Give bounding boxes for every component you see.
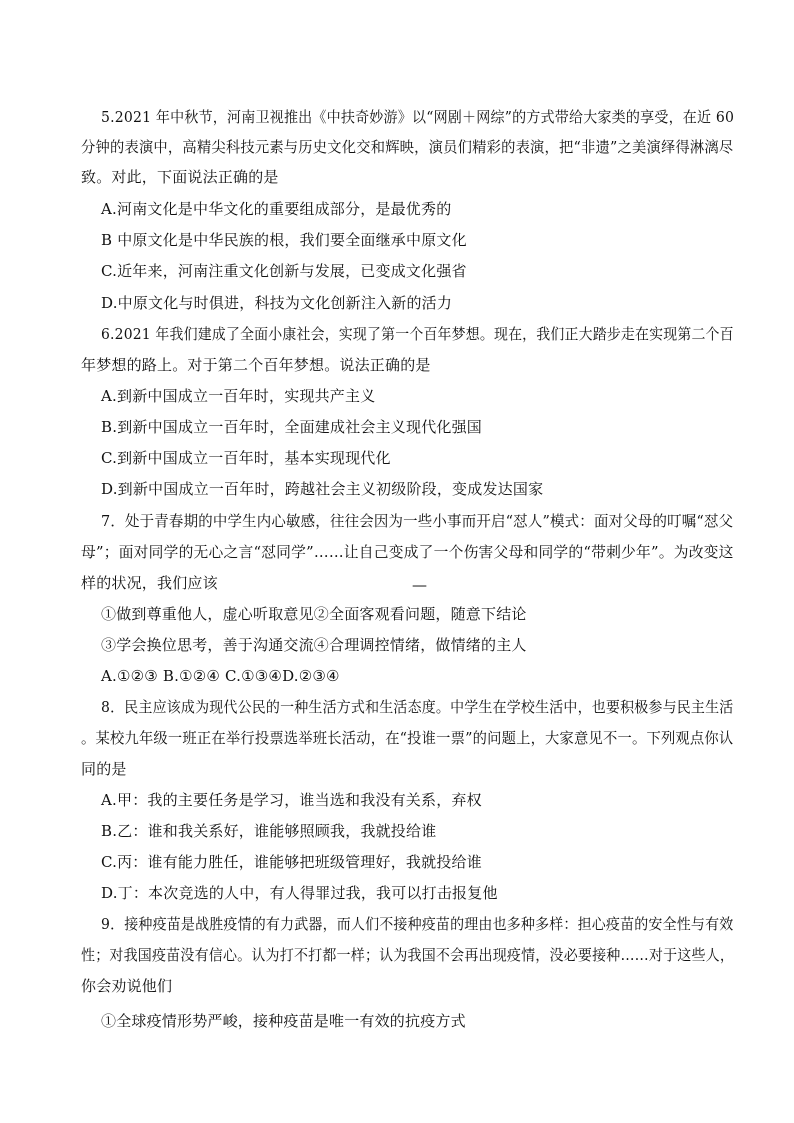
q5-stem-line-2: 分钟的表演中，高精尖科技元素与历史文化交和辉映，演员们精彩的表演，把“非遗”之美演绎得淋漓尽 xyxy=(81,138,734,156)
q7-answer-choices: A.①②③ B.①②④ C.①③④D.②③④ xyxy=(101,667,340,685)
q6-stem-line-2: 年梦想的路上。对于第二个百年梦想。说法正确的是 xyxy=(81,356,431,374)
q7-stem-line-2: 母”；面对同学的无心之言“怼同学”……让自己变成了一个伤害父母和同学的“带刺少年”。为改变这 xyxy=(81,543,734,561)
q5-option-d: D.中原文化与时俱进，科技为文化创新注入新的活力 xyxy=(101,294,453,312)
q8-option-a: A.甲：我的主要任务是学习，谁当选和我没有关系，弃权 xyxy=(101,791,482,809)
q5-option-b: B 中原文化是中华民族的根，我们要全面继承中原文化 xyxy=(101,231,467,249)
q6-stem-line-1: 6.2021 年我们建成了全面小康社会，实现了第一个百年梦想。现在，我们正大踏步走在实现第二个百 xyxy=(101,325,734,343)
q5-option-c: C.近年来，河南注重文化创新与发展，已变成文化强省 xyxy=(101,262,467,280)
q7-stem-line-1: 7．处于青春期的中学生内心敏感，往往会因为一些小事而开启“怼人”模式：面对父母的叮嘱“怼父 xyxy=(101,512,734,530)
q7-stem-line-3: 样的状况，我们应该 xyxy=(81,574,218,592)
q8-option-d: D.丁：本次竞选的人中，有人得罪过我，我可以打击报复他 xyxy=(101,884,498,902)
q9-statement-1: ①全球疫情形势严峻，接种疫苗是唯一有效的抗疫方式 xyxy=(101,1012,466,1030)
q8-stem-line-3: 同的是 xyxy=(81,760,127,778)
q8-option-b: B.乙：谁和我关系好，谁能够照顾我，我就投给谁 xyxy=(101,822,437,840)
q7-statement-1-2: ①做到尊重他人，虚心听取意见②全面客观看问题，随意下结论 xyxy=(101,605,527,623)
q8-stem-line-2: 。某校九年级一班正在举行投票选举班长活动，在“投谁一票”的问题上，大家意见不一。下列观点你认 xyxy=(81,729,734,747)
q8-option-c: C.丙：谁有能力胜任，谁能够把班级管理好，我就投给谁 xyxy=(101,853,482,871)
q8-stem-line-1: 8．民主应该成为现代公民的一种生活方式和生活态度。中学生在学校生活中，也要积极参与民主生活 xyxy=(101,698,734,716)
q5-option-a: A.河南文化是中华文化的重要组成部分，是最优秀的 xyxy=(101,200,452,218)
q9-stem-line-3: 你会劝说他们 xyxy=(81,977,173,995)
q6-option-a: A.到新中国成立一百年时，实现共产主义 xyxy=(101,387,376,405)
q5-stem-line-3: 致。对此，下面说法正确的是 xyxy=(81,168,279,186)
q6-option-b: B.到新中国成立一百年时，全面建成社会主义现代化强国 xyxy=(101,418,482,436)
q7-answer-blank: — xyxy=(412,576,427,594)
q5-stem-line-1: 5.2021 年中秋节，河南卫视推出《中扶奇妙游》以“网剧＋网综”的方式带给大家类的享受，在近 60 xyxy=(101,108,735,126)
q6-option-d: D.到新中国成立一百年时，跨越社会主义初级阶段，变成发达国家 xyxy=(101,480,544,498)
q9-stem-line-1: 9．接种疫苗是战胜疫情的有力武器，而人们不接种疫苗的理由也多种多样：担心疫苗的安全性与有效 xyxy=(101,915,734,933)
q9-stem-line-2: 性；对我国疫苗没有信心。认为打不打都一样；认为我国不会再出现疫情，没必要接种……对于这些人， xyxy=(81,946,735,964)
q6-option-c: C.到新中国成立一百年时，基本实现现代化 xyxy=(101,449,391,467)
q7-statement-3-4: ③学会换位思考，善于沟通交流④合理调控情绪，做情绪的主人 xyxy=(101,636,527,654)
